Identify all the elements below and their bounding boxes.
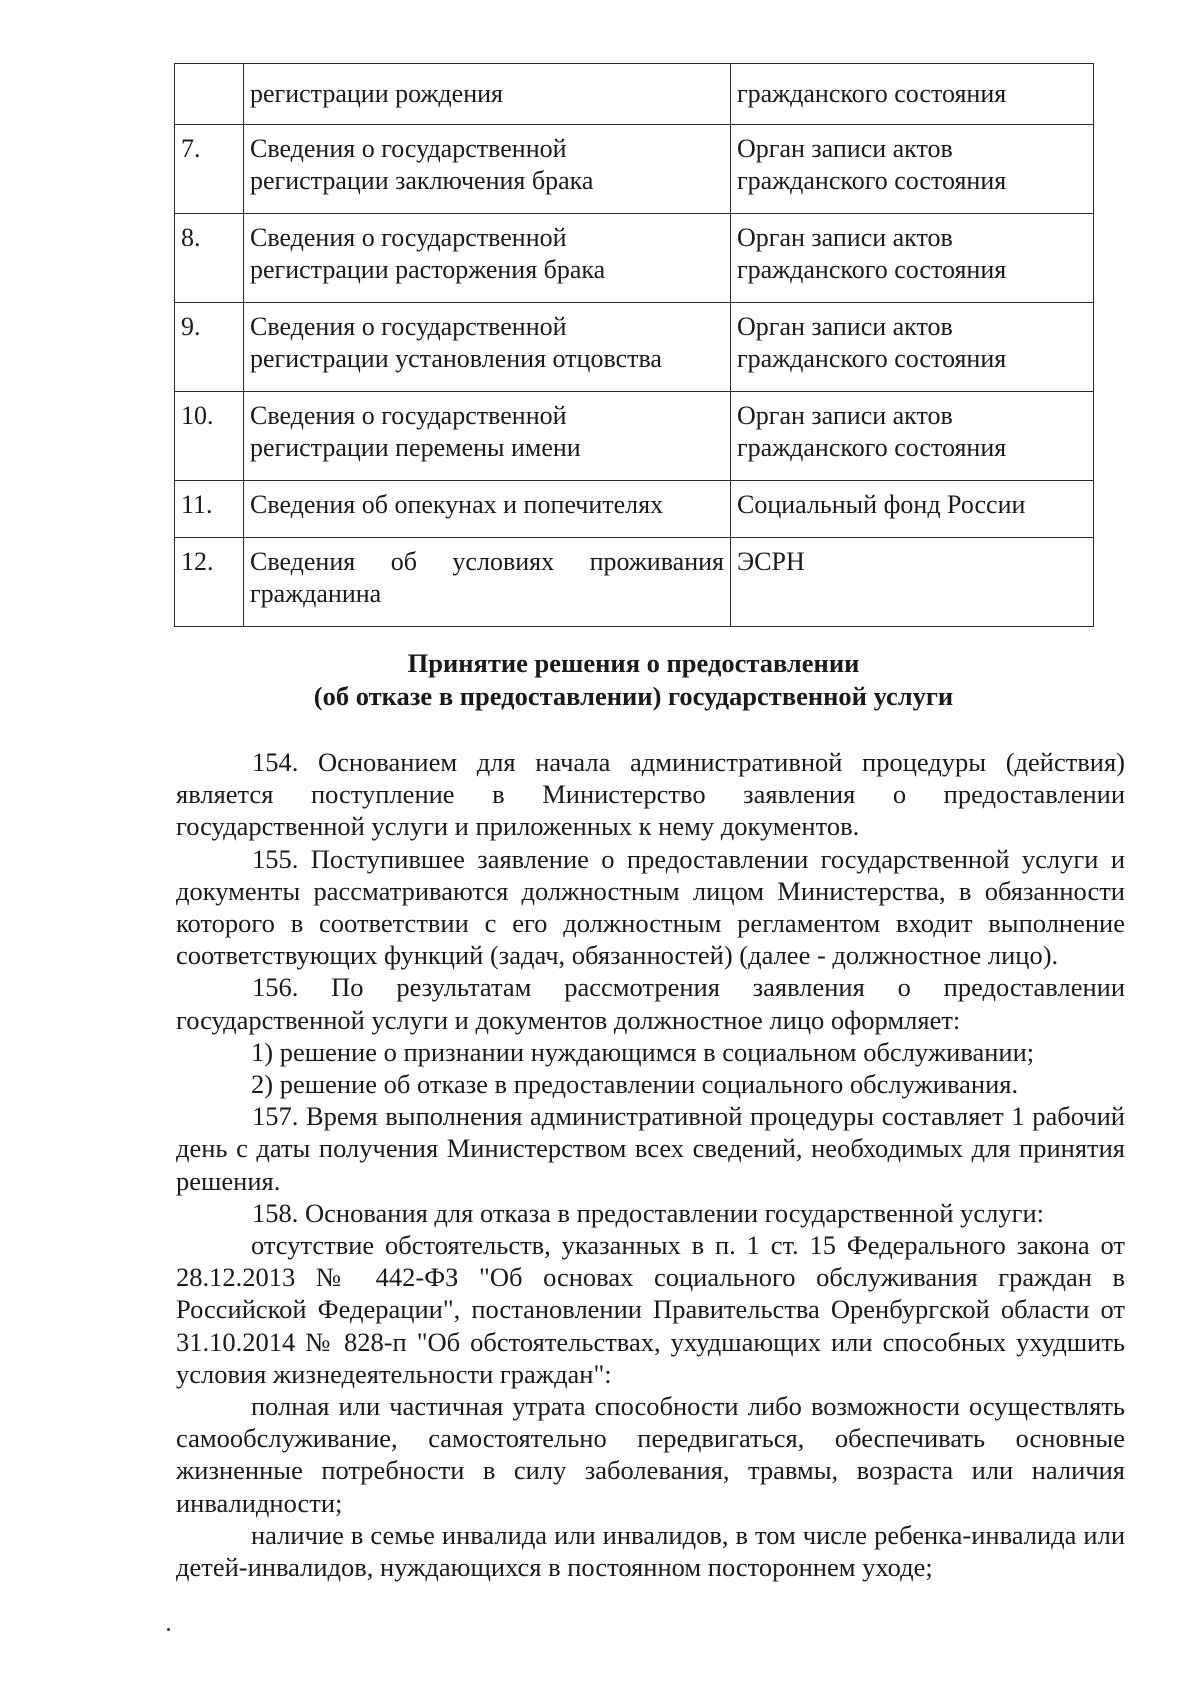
source-line: Орган записи актов — [737, 134, 953, 163]
source-cell — [731, 214, 1094, 303]
info-line: Сведения об условиях проживания — [250, 547, 724, 576]
info-cell — [244, 392, 731, 481]
source-line: гражданского состояния — [737, 344, 1007, 373]
info-line: Сведения о государственной — [250, 134, 567, 163]
paragraph-circumstance: наличие в семье инвалида или инвалидов, в том числе ребенка-инвалида или детей-инвалидов, нуждающихся в постоянном постороннем уходе; — [176, 1519, 1125, 1583]
list-item: 1) решение о признании нуждающимся в социальном обслуживании; — [251, 1036, 1035, 1067]
info-cell — [244, 214, 731, 303]
table-row — [175, 481, 1094, 538]
info-line: Сведения о государственной — [250, 401, 567, 430]
source-line: Социальный фонд России — [737, 490, 1026, 519]
info-line: регистрации установления отцовства — [250, 344, 662, 373]
row-number: 9. — [175, 303, 244, 392]
section-heading-line: Принятие решения о предоставлении — [407, 648, 860, 678]
info-line: регистрации заключения брака — [250, 166, 594, 195]
body-text — [176, 746, 1125, 1583]
source-cell — [731, 64, 1094, 125]
info-cell — [244, 481, 731, 538]
sources-table — [174, 63, 1094, 627]
list-item: 2) решение об отказе в предоставлении социального обслуживания. — [251, 1069, 1019, 1100]
info-cell — [244, 303, 731, 392]
scan-dot — [167, 1628, 170, 1631]
table-row — [175, 125, 1094, 214]
row-number: 10. — [175, 392, 244, 481]
table-row — [175, 64, 1094, 125]
source-cell — [731, 125, 1094, 214]
source-cell — [731, 481, 1094, 538]
source-cell — [731, 392, 1094, 481]
info-cell — [244, 538, 731, 627]
row-number: 8. — [175, 214, 244, 303]
info-line: регистрации рождения — [250, 79, 503, 108]
source-cell — [731, 303, 1094, 392]
info-line: регистрации перемены имени — [250, 433, 581, 462]
table-row — [175, 303, 1094, 392]
table-row — [175, 392, 1094, 481]
source-cell — [731, 538, 1094, 627]
table-row — [175, 214, 1094, 303]
row-number: 7. — [175, 125, 244, 214]
info-cell — [244, 64, 731, 125]
row-number: 11. — [175, 481, 244, 538]
info-line: регистрации расторжения брака — [250, 255, 606, 284]
source-line: гражданского состояния — [737, 433, 1007, 462]
section-heading — [174, 647, 1093, 713]
source-line: Орган записи актов — [737, 401, 953, 430]
paragraph-156: 156. По результатам рассмотрения заявления о предоставлении государственной услуги и документов должностное лицо оформляет: — [176, 972, 1125, 1035]
info-line: гражданина — [250, 579, 382, 608]
info-line: Сведения о государственной — [250, 223, 567, 252]
paragraph-grounds: отсутствие обстоятельств, указанных в п. 1 ст. 15 Федерального закона от 28.12.2013 № 442-ФЗ "Об основах социального обслуживания граждан в Российской Федерации", постановлении Правительства Оренбургской области от 31.10.2014 № 828-п "Об обстоятельствах, ухудшающих или способных ухудшить условия жизнедеятельности граждан": — [176, 1230, 1125, 1389]
section-heading-line: (об отказе в предоставлении) государственной услуги — [313, 681, 954, 711]
source-line: ЭСРН — [737, 547, 805, 576]
paragraph-155: 155. Поступившее заявление о предоставлении государственной услуги и документы рассматриваются должностным лицом Министерства, в обязанности которого в соответствии с его должностным регламентом входит выполнение соответствующих функций (задач, обязанностей) (далее - должностное лицо). — [176, 843, 1125, 971]
info-line: Сведения о государственной — [250, 312, 567, 341]
info-cell — [244, 125, 731, 214]
source-line: гражданского состояния — [737, 79, 1007, 108]
paragraph-157: 157. Время выполнения административной процедуры составляет 1 рабочий день с даты получения Министерством всех сведений, необходимых для принятия решения. — [176, 1101, 1125, 1196]
row-number — [175, 64, 244, 125]
source-line: Орган записи актов — [737, 223, 953, 252]
info-line: Сведения об опекунах и попечителях — [250, 490, 664, 519]
source-line: Орган записи актов — [737, 312, 953, 341]
paragraph-circumstance: полная или частичная утрата способности либо возможности осуществлять самообслуживание, самостоятельно передвигаться, обеспечивать основные жизненные потребности в силу заболевания, травмы, возраста или наличия инвалидности; — [176, 1391, 1125, 1518]
row-number: 12. — [175, 538, 244, 627]
source-line: гражданского состояния — [737, 166, 1007, 195]
paragraph-158: 158. Основания для отказа в предоставлении государственной услуги: — [252, 1197, 1045, 1228]
table-row — [175, 538, 1094, 627]
paragraph-154: 154. Основанием для начала административной процедуры (действия) является поступление в Министерство заявления о предоставлении государственной услуги и приложенных к нему документов. — [176, 747, 1125, 842]
source-line: гражданского состояния — [737, 255, 1007, 284]
